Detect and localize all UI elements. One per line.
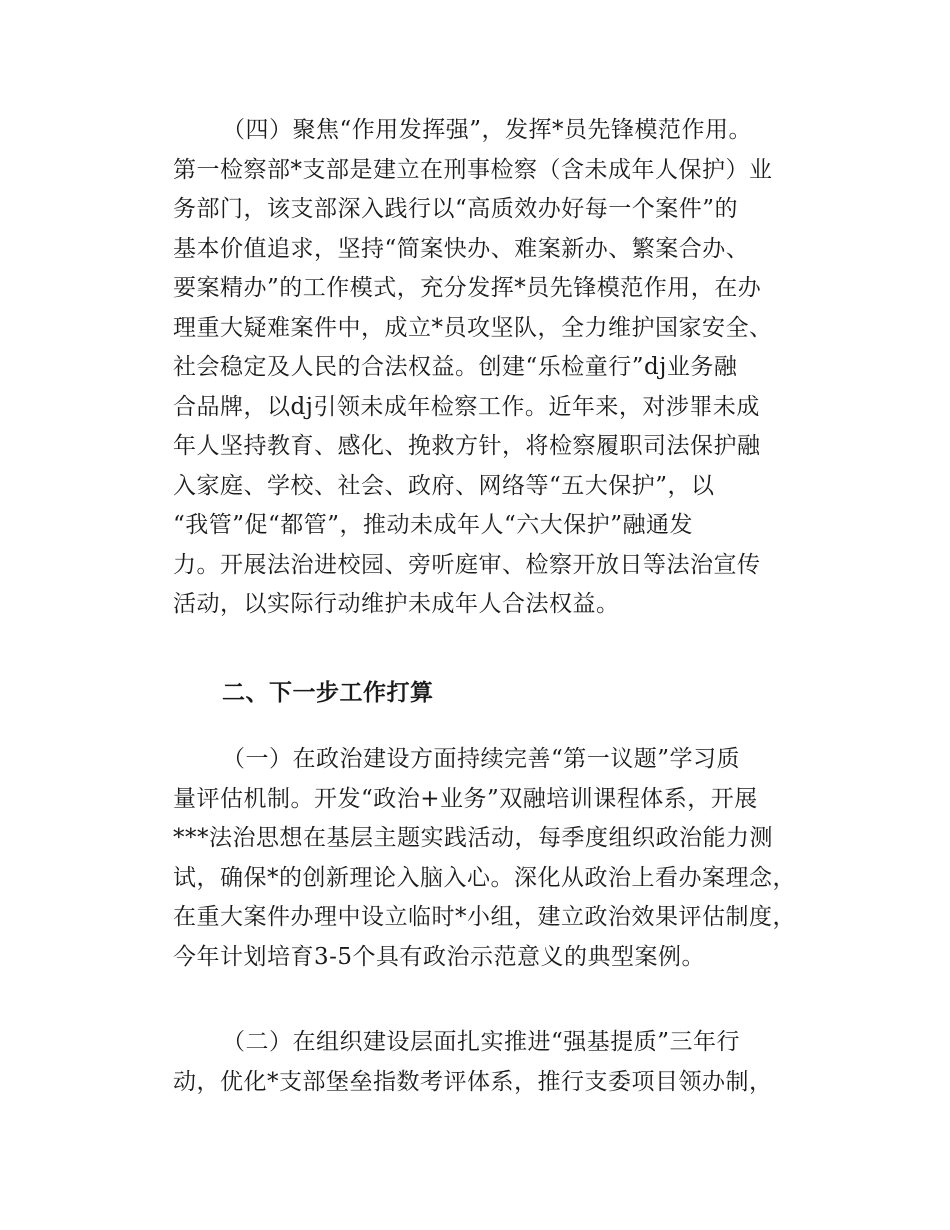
paragraph-line: 合品牌，以dj引领未成年检察工作。近年来，对涉罪未成 bbox=[173, 394, 760, 420]
paragraph-line: 动，优化*支部堡垒指数考评体系，推行支委项目领办制， bbox=[173, 1069, 773, 1095]
paragraph-line: 社会稳定及人民的合法权益。创建“乐检童行”dj业务融 bbox=[173, 354, 738, 380]
paragraph-line: 理重大疑难案件中，成立*员攻坚队，全力维护国家安全、 bbox=[173, 315, 773, 341]
paragraph-line: 第一检察部*支部是建立在刑事检察（含未成年人保护）业 bbox=[173, 157, 773, 183]
paragraph-line: 力。开展法治进校园、旁听庭审、检察开放日等法治宣传 bbox=[173, 552, 761, 578]
paragraph-line: ***法治思想在基层主题实践活动，每季度组织政治能力测 bbox=[173, 825, 773, 851]
paragraph-line: 量评估机制。开发“政治+业务”双融培训课程体系，开展 bbox=[173, 786, 758, 812]
paragraph-line: 要案精办”的工作模式，充分发挥*员先锋模范作用，在办 bbox=[173, 275, 762, 301]
paragraph-line: 基本价值追求，坚持“简案快办、难案新办、繁案合办、 bbox=[173, 236, 750, 262]
paragraph-line: 试，确保*的创新理论入脑入心。深化从政治上看办案理念， bbox=[173, 865, 796, 891]
paragraph-line: 在重大案件办理中设立临时*小组，建立政治效果评估制度， bbox=[173, 904, 796, 930]
paragraph-line: 活动，以实际行动维护未成年人合法权益。 bbox=[173, 591, 620, 617]
paragraph-line: （二）在组织建设层面扎实推进“强基提质”三年行 bbox=[222, 1029, 741, 1055]
paragraph-line: （四）聚焦“作用发挥强”，发挥*员先锋模范作用。 bbox=[222, 117, 753, 143]
section-heading: 二、下一步工作打算 bbox=[222, 680, 434, 706]
paragraph-line: 年人坚持教育、感化、挽救方针，将检察履职司法保护融 bbox=[173, 433, 761, 459]
paragraph-line: 入家庭、学校、社会、政府、网络等“五大保护”，以 bbox=[173, 473, 715, 499]
paragraph-line: （一）在政治建设方面持续完善“第一议题”学习质 bbox=[222, 746, 741, 772]
paragraph-line: 务部门，该支部深入践行以“高质效办好每一个案件”的 bbox=[173, 196, 739, 222]
paragraph-line: “我管”促“都管”，推动未成年人“六大保护”融通发 bbox=[173, 512, 694, 538]
paragraph-line: 今年计划培育3-5个具有政治示范意义的典型案例。 bbox=[173, 944, 706, 970]
